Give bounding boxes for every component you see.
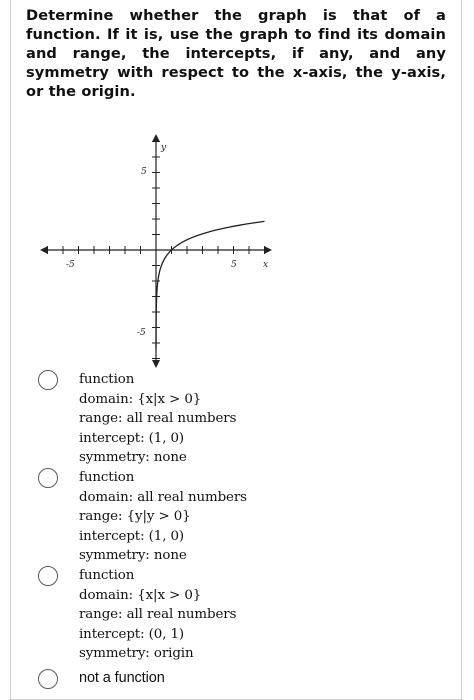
radio-button-d[interactable] (38, 669, 58, 689)
option-a-line: symmetry: none (79, 450, 187, 466)
y-axis-top-arrow (152, 134, 160, 142)
option-d-text (79, 669, 165, 689)
x-axis-left-arrow (40, 246, 48, 254)
option-c-line: intercept: (0, 1) (79, 626, 185, 642)
option-b-line: domain: all real numbers (79, 489, 247, 505)
option-b-text (79, 468, 247, 566)
radio-button-b[interactable] (38, 468, 58, 488)
y-axis-bottom-arrow (152, 360, 160, 368)
option-b-line: function (79, 470, 135, 485)
radio-button-a[interactable] (38, 370, 58, 390)
option-c-line: function (79, 568, 135, 583)
tick-label-y-neg: -5 (137, 328, 146, 338)
option-c-line: range: all real numbers (79, 607, 237, 623)
option-c-line: domain: {x|x > 0} (79, 587, 202, 603)
tick-label-x-neg: -5 (66, 260, 75, 270)
graph-curve (156, 221, 264, 349)
option-c-line: symmetry: origin (79, 646, 194, 662)
radio-button-c[interactable] (38, 566, 58, 586)
x-axis-right-arrow (264, 246, 272, 254)
option-a-line: range: all real numbers (79, 411, 237, 427)
option-b-line: intercept: (1, 0) (79, 528, 185, 544)
option-a-line: intercept: (1, 0) (79, 430, 185, 446)
question-text: Determine whether the graph is that of a function. If it is, use the graph to find its domain and range, the intercepts, if any, and any symmetry with respect to the x-axis, the y-axis, or the origin. (26, 7, 446, 100)
option-d-line: not a function (79, 670, 165, 686)
y-axis-label: y (161, 143, 167, 153)
option-a-text (79, 370, 236, 468)
function-graph (30, 126, 290, 370)
option-c-text (79, 566, 236, 664)
option-b-line: symmetry: none (79, 548, 187, 564)
option-b-line: range: {y|y > 0} (79, 509, 191, 525)
x-axis-label: x (263, 260, 269, 270)
option-a-line: domain: {x|x > 0} (79, 391, 202, 407)
tick-label-x-pos: 5 (231, 260, 237, 270)
option-a-line: function (79, 372, 135, 387)
tick-label-y-pos: 5 (141, 167, 147, 177)
